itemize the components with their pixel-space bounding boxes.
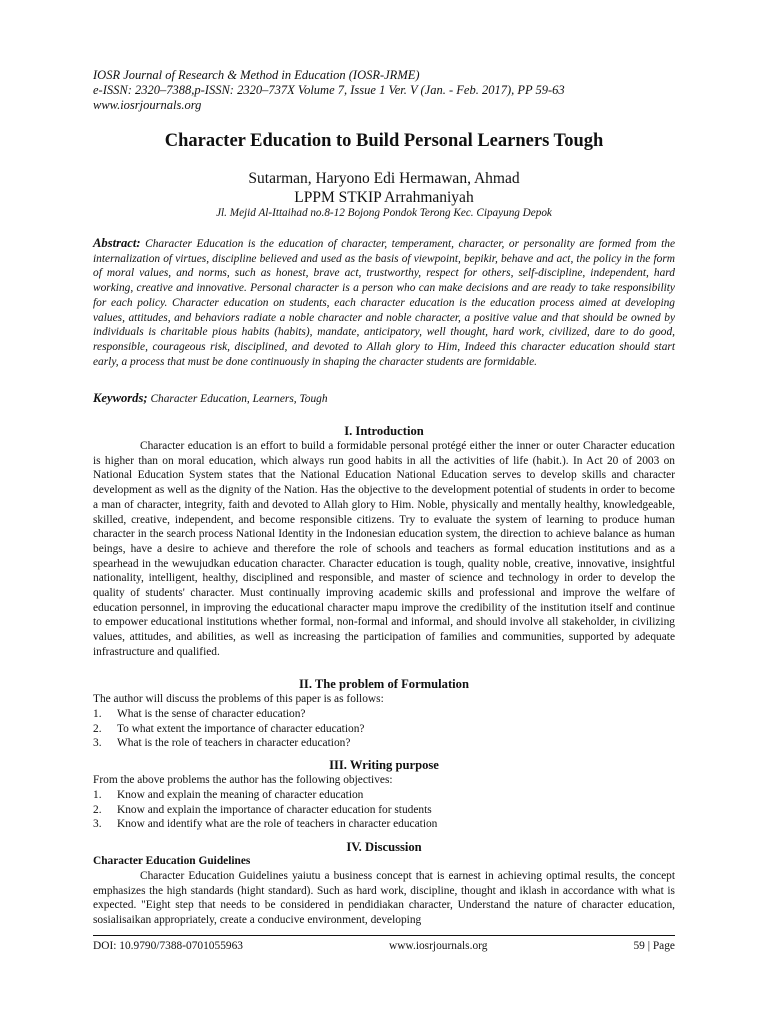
discussion-paragraph: Character Education Guidelines yaiutu a business concept that is earnest in achieving optimal results, the concept emphasizes the high standards (hight standard). Such as hard work, discipline, thought and iklash in accordance with what is expected. "Eight step that needs to be considered in pendidiakan character, Understand the nature of character education, sosialisaikan appropriately, create a conducive environment, developing [93,870,675,927]
formulation-intro: The author will discuss the problems of this paper is as follows: [93,693,384,705]
discussion-subheading: Character Education Guidelines [93,855,251,867]
section-heading-formulation: II. The problem of Formulation [299,677,469,691]
abstract-text: Character Education is the education of character, temperament, character, or personality are formed from the internalization of virtues, discipline believed and used as the basis of viewpoint, bepikir, behave and act, the policy in the form of moral values, and norms, such as honest, brave act, trustworthy, respect for others, self-discipline, independent, hard working, creative and innovative. Personal character is a person who can make decisions and are ready to take responsibility for each policy. Character education on students, each character education is the education process aimed at developing values, attitudes, and behaviors radiate a noble character and noble character, a positive value and that should be owned by individuals is charitable pious habits (habits), mandate, anticipatory, well thought, hard work, civilized, dare to do good, responsible, courageous risk, disciplined, and devoted to Allah glory to Him, Indeed this character education should start early, a process that must be done continuously in shaping the character students are formidable. [93,238,675,368]
list-item: 1. Know and explain the meaning of character education [93,789,364,801]
footer-website[interactable]: www.iosrjournals.org [389,940,488,952]
journal-header [93,68,565,113]
list-item: 2. To what extent the importance of character education? [93,722,365,735]
section-heading-introduction: I. Introduction [344,424,424,438]
page-footer [93,940,675,952]
list-item: 3. Know and identify what are the role of teachers in character education [93,818,438,831]
footer-doi: DOI: 10.9790/7388-0701055963 [93,940,243,952]
formulation-list [93,707,675,751]
introduction-paragraph: Character education is an effort to build a formidable personal protégé either the inner or outer Character education is higher than on moral education, which always run good habits in all the activities of life (habit.). In Act 20 of 2003 on National Education System states that the National Education National Education serves to develop skills and character development as well as the dignity of the Nation. Has the objective to the development potential of students in order to become a man of character, integrity, faith and devoted to Allah glory to Him. Noble, physically and mentally healthy, knowledgeable, skilled, creative, independent, and become responsible citizens. Try to evaluate the system of learning to produce human character in the search process National Identity in the Indonesian education system, the direction to achieve balance as human beings, have a desire to achieve and therefore the role of schools and teachers as formal education institutions and as a spearhead in the wewujudkan education character. Character education is tough, quality noble, creative, innovative, insightful nationality, intelligent, healthy, disciplined and responsible, and master of science and technology in order to develop the quality of students' character. Must continually improving academic skills and professional and improve the welfare of education personnel, in improving the educational character mapu improve the credibility of the institution itself and continue to empower educational institutions whether formal, non-formal and informal, and should involve all stakeholder, in civilizing values, attitudes, and abilities, as well as increasing the participation of families and communities, supported by adequate infrastructure and qualified. [93,440,675,658]
purpose-intro: From the above problems the author has the following objectives: [93,774,393,786]
paper-title: Character Education to Build Personal Learners Tough [164,131,604,151]
paper-address: Jl. Mejid Al-Ittaihad no.8-12 Bojong Pondok Terong Kec. Cipayung Depok [216,207,552,219]
list-item: 3. What is the role of teachers in character education? [93,737,351,750]
purpose-list [93,788,675,832]
journal-website[interactable]: www.iosrjournals.org [93,98,202,112]
journal-name: IOSR Journal of Research & Method in Education (IOSR-JRME) [93,68,420,82]
journal-issn-line: e-ISSN: 2320–7388,p-ISSN: 2320–737X Volume 7, Issue 1 Ver. V (Jan. - Feb. 2017), PP 59-63 [93,83,565,97]
paper-authors: Sutarman, Haryono Edi Hermawan, Ahmad [248,170,520,187]
abstract [93,236,675,369]
keywords-text: Character Education, Learners, Tough [150,393,328,405]
keywords-label: Keywords; [93,391,148,405]
keywords [93,391,675,406]
author-block [0,169,768,207]
list-item: 1. What is the sense of character education? [93,708,306,720]
footer-page-number: 59 | Page [633,940,675,952]
paper-affiliation: LPPM STKIP Arrahmaniyah [294,189,474,206]
footer-divider [93,935,675,936]
section-heading-discussion: IV. Discussion [346,840,422,854]
section-heading-purpose: III. Writing purpose [329,758,439,772]
list-item: 2. Know and explain the importance of character education for students [93,803,432,816]
abstract-label: Abstract: [93,236,141,250]
